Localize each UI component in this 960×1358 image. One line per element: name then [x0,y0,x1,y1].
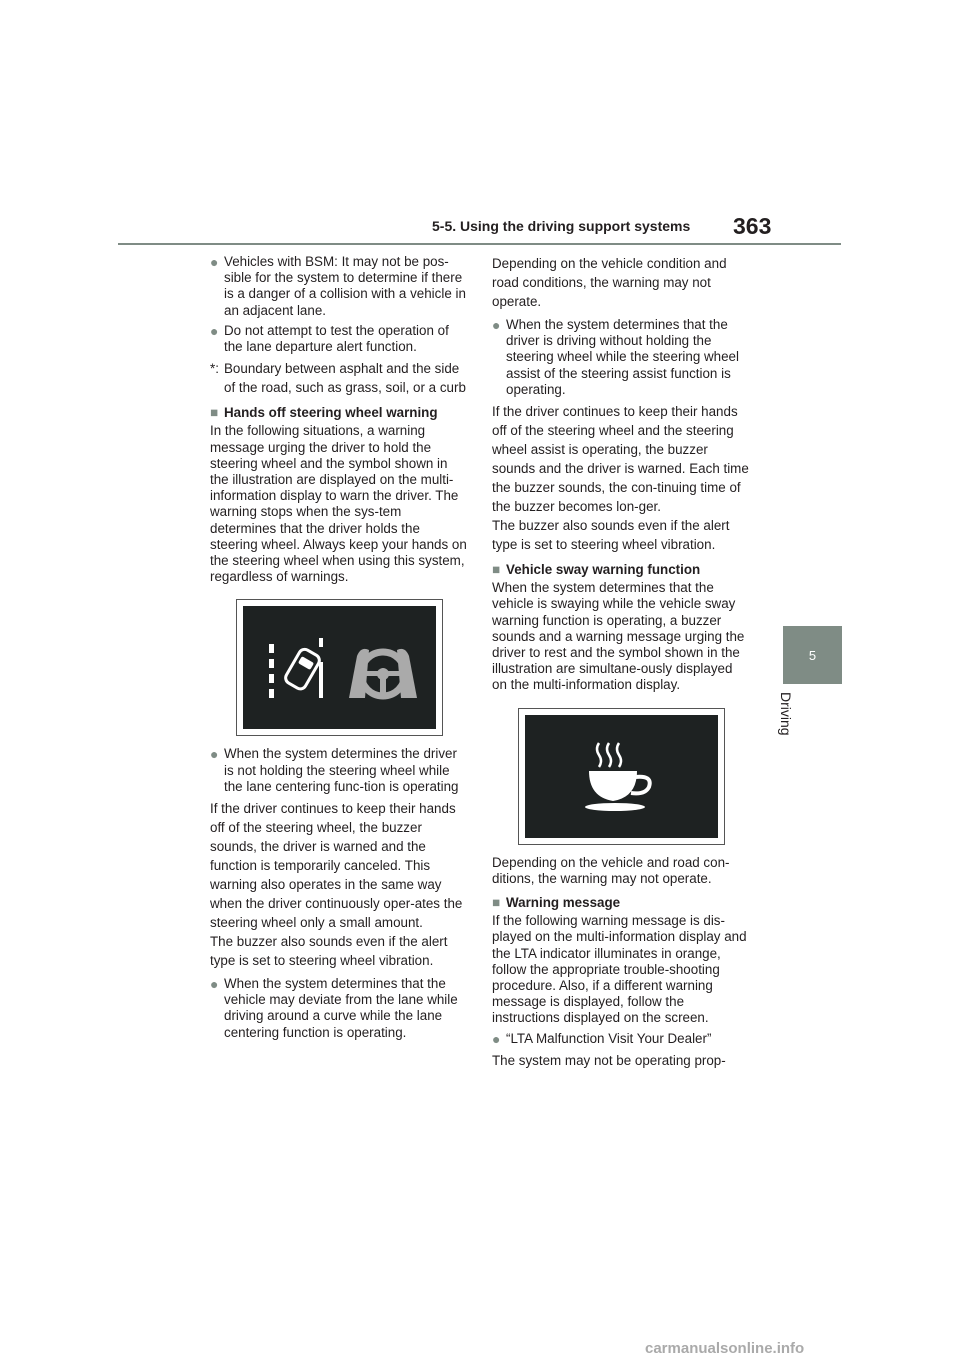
coffee-cup-icon [577,739,667,819]
left-column [210,254,468,1045]
paragraph: In the following situations, a warning message urging the driver to hold the steering wheel and the symbol shown in the illustration are displayed on the multi-information display to warn the driver. The warning stops when the sys-tem determines that the driver holds the steering wheel. Always keep your hands on the steering wheel when using this system, regardless of warnings. [210,423,467,585]
list-item [210,323,468,355]
section-heading [210,405,468,421]
list-item [210,976,468,1041]
square-icon: ■ [492,895,501,911]
chapter-label [778,692,814,752]
paragraph: The system may not be operating prop- [492,1052,726,1068]
list-item-text: When the system determines that the vehicle may deviate from the lane while driving around a curve while the lane centering function is operating. [224,976,458,1040]
paragraph: The buzzer also sounds even if the alert type is set to steering wheel vibration. [492,518,730,553]
hands-off-figure [236,599,443,736]
paragraph: Depending on the vehicle and road con-ditions, the warning may not operate. [492,854,730,886]
paragraph: Depending on the vehicle condition and road conditions, the warning may not operate. [492,256,727,309]
chapter-label-text: Driving [778,692,794,736]
right-column [492,254,750,1070]
bullet-icon: ● [210,322,219,339]
list-item-text: When the system determines that the driver is driving without holding the steering wheel while the steering wheel assist of the steering assist function is operating. [506,317,739,397]
footnote-text: Boundary between asphalt and the side of the road, such as grass, soil, or a curb [224,361,466,396]
list-item-text: “LTA Malfunction Visit Your Dealer” [506,1030,712,1046]
section-heading [492,895,750,911]
paragraph: If the following warning message is dis-played on the multi-information display and the LTA indicator illuminates in orange, follow the appropriate trouble-shooting procedure. Also, if a different warning message is displayed, follow the instructions displayed on the screen. [492,913,747,1026]
sway-warning-figure [518,708,725,845]
section-title: 5-5. Using the driving support systems [432,218,691,234]
list-item [492,317,750,398]
hands-off-wheel-icon [343,636,423,706]
list-item-text: Do not attempt to test the operation of the lane departure alert function. [224,322,449,355]
square-icon: ■ [210,405,219,421]
paragraph: If the driver continues to keep their hands off of the steering wheel and the steering wheel assist is operating, the buzzer sounds and the driver is warned. Each time the buzzer sounds, the con-tinuing time of the buzzer becomes lon-ger. [492,404,749,515]
footnote [210,359,468,397]
page-number: 363 [733,213,772,239]
lane-departure-icon [265,636,335,706]
heading-text: Hands off steering wheel warning [224,405,438,421]
list-item [210,254,468,319]
bullet-icon: ● [492,317,501,333]
bullet-icon: ● [210,746,219,763]
footer-watermark: carmanualsonline.info [645,1340,805,1357]
bullet-icon: ● [210,976,219,993]
square-icon: ■ [492,562,501,578]
chapter-tab: 5 [783,626,842,684]
list-item-text: When the system determines the driver is not holding the steering wheel while the lane centering func-tion is operating [224,746,459,794]
bullet-icon: ● [492,1030,501,1047]
paragraph: When the system determines that the vehicle is swaying while the vehicle sway warning function is operating, a buzzer sounds and a warning message urging the driver to rest and the symbol shown in the illustration are simultane-ously displayed on the multi-information display. [492,580,745,693]
list-item [210,746,468,795]
footnote-mark: *: [210,361,219,377]
heading-text: Warning message [506,895,621,911]
section-heading [492,562,750,578]
header-rule [118,243,841,245]
list-item-text: Vehicles with BSM: It may not be pos-sible for the system to determine if there is a danger of a collision with a vehicle in an adjacent lane. [224,254,466,318]
paragraph: The buzzer also sounds even if the alert type is set to steering wheel vibration. [210,934,448,969]
paragraph: If the driver continues to keep their hands off of the steering wheel, the buzzer sounds, the driver is warned and the function is temporarily canceled. This warning also operates in the same way when the driver continuously oper-ates the steering wheel only a small amount. [210,801,463,931]
list-item [492,1031,750,1047]
heading-text: Vehicle sway warning function [506,562,701,578]
bullet-icon: ● [210,254,219,270]
